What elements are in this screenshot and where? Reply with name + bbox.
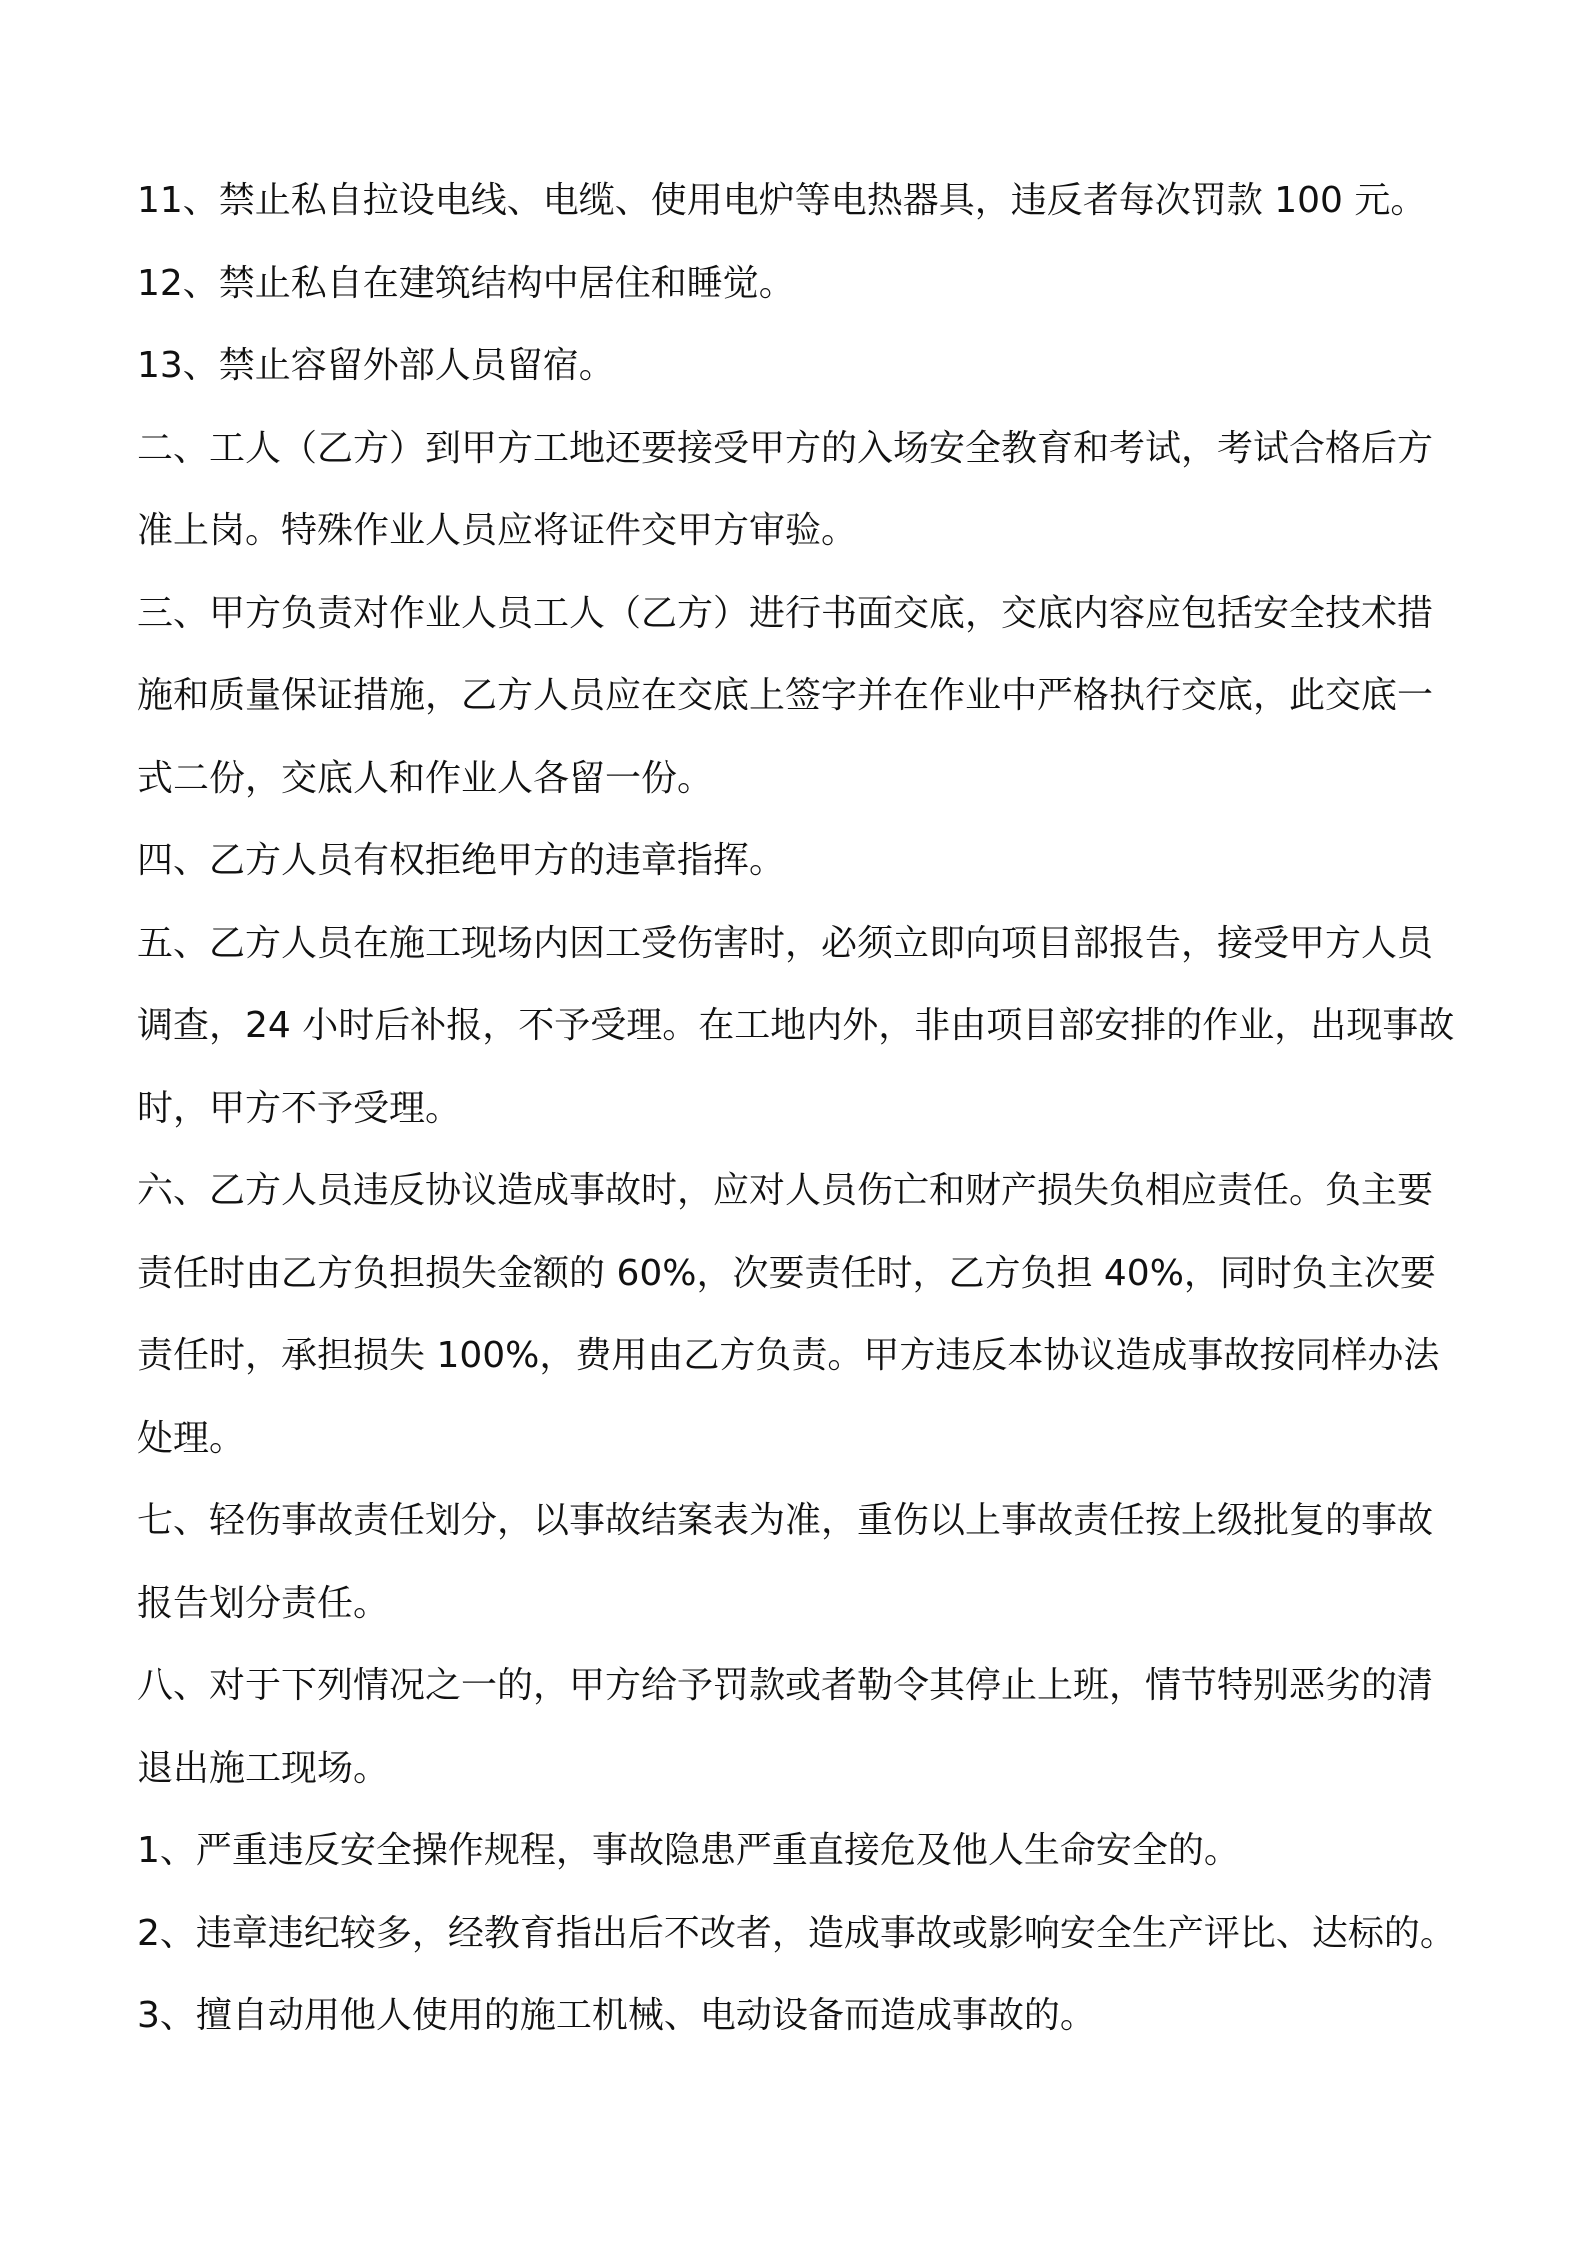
section-3-paragraph: 三、甲方负责对作业人员工人（乙方）进行书面交底，交底内容应包括安全技术措施和质量保证措施，乙方人员应在交底上签字并在作业中严格执行交底，此交底一式二份，交底人和作业人各留一份。 [137, 592, 1434, 799]
list-item-2-paragraph: 2、违章违纪较多，经教育指出后不改者，造成事故或影响安全生产评比、达标的。 [137, 1912, 1456, 1954]
section-4-paragraph: 四、乙方人员有权拒绝甲方的违章指挥。 [137, 840, 786, 881]
section-6-paragraph: 六、乙方人员违反协议造成事故时，应对人员伤亡和财产损失负相应责任。负主要责任时由乙方负担损失金额的 60%，次要责任时，乙方负担 40%，同时负主次要责任时，承担损失 100%，费用由乙方负责。甲方违反本协议造成事故按同样办法处理。 [137, 1170, 1440, 1459]
rule-11-paragraph: 11、禁止私自拉设电线、电缆、使用电炉等电热器具，违反者每次罚款 100 元。 [137, 180, 1427, 221]
section-2-paragraph: 二、工人（乙方）到甲方工地还要接受甲方的入场安全教育和考试，考试合格后方准上岗。特殊作业人员应将证件交甲方审验。 [137, 427, 1434, 551]
section-7-paragraph: 七、轻伤事故责任划分，以事故结案表为准，重伤以上事故责任按上级批复的事故报告划分责任。 [137, 1500, 1434, 1624]
rule-12-paragraph: 12、禁止私自在建筑结构中居住和睡觉。 [137, 262, 795, 304]
section-5-paragraph: 五、乙方人员在施工现场内因工受伤害时，必须立即向项目部报告，接受甲方人员调查，24 小时后补报，不予受理。在工地内外，非由项目部安排的作业，出现事故时，甲方不予受理。 [137, 922, 1455, 1129]
section-8-paragraph: 八、对于下列情况之一的，甲方给予罚款或者勒令其停止上班，情节特别恶劣的清退出施工现场。 [137, 1665, 1434, 1789]
rule-13-paragraph: 13、禁止容留外部人员留宿。 [137, 345, 615, 386]
list-item-1-paragraph: 1、严重违反安全操作规程，事故隐患严重直接危及他人生命安全的。 [137, 1830, 1240, 1871]
list-item-3-paragraph: 3、擅自动用他人使用的施工机械、电动设备而造成事故的。 [137, 1995, 1096, 2036]
